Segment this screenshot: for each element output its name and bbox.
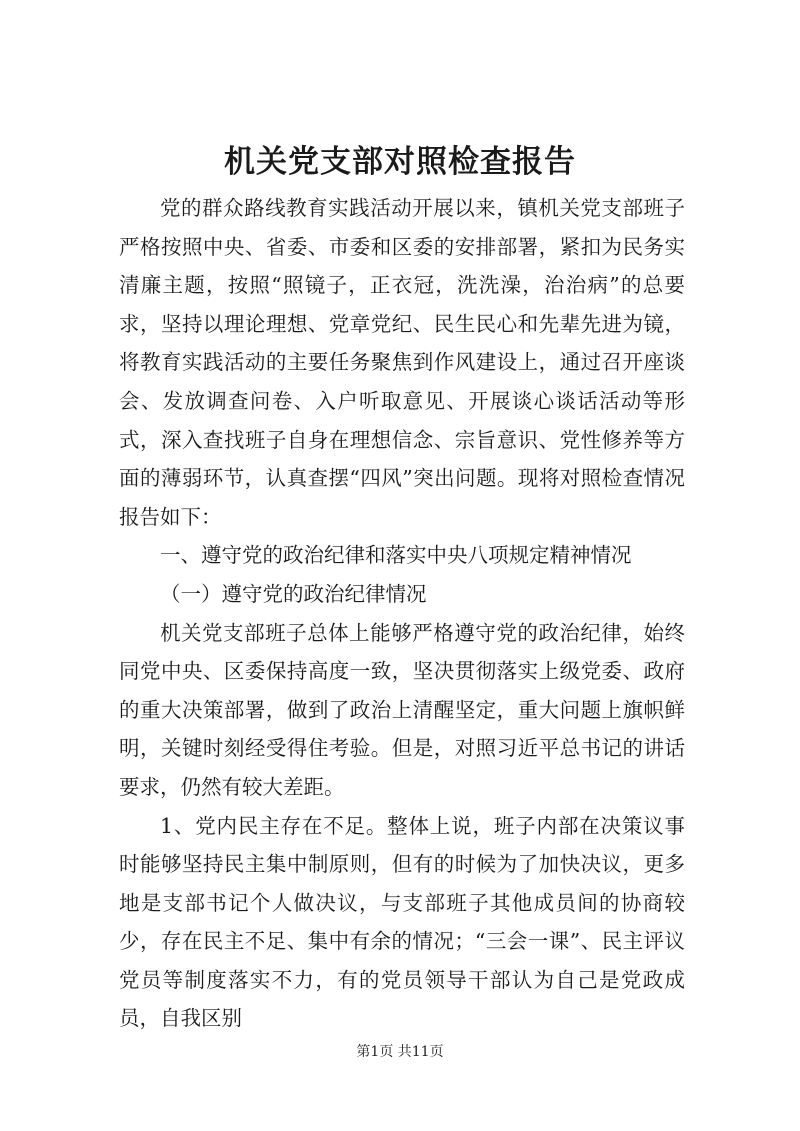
body-paragraph: 机关党支部班子总体上能够严格遵守党的政治纪律，始终同党中央、区委保持高度一致，坚决贯彻落实上级党委、政府的重大决策部署，做到了政治上清醒坚定，重大问题上旗帜鲜明，关键时刻经受得住考验。但是，对照习近平总书记的讲话要求，仍然有较大差距。 [119,620,685,799]
page-number: 第1页 共11页 [356,1044,444,1060]
document-body [119,189,685,1038]
document-title: 机关党支部对照检查报告 [224,144,576,180]
body-paragraph: 1、党内民主存在不足。整体上说，班子内部在决策议事时能够坚持民主集中制原则，但有的时候为了加快决议，更多地是支部书记个人做决议，与支部班子其他成员间的协商较少，存在民主不足、集中有余的情况；“三会一课”、民主评议党员等制度落实不力，有的党员领导干部认为自己是党政成员，自我区别 [119,813,685,1031]
section-heading: 一、遵守党的政治纪律和落实中央八项规定精神情况 [160,543,632,568]
intro-paragraph: 党的群众路线教育实践活动开展以来，镇机关党支部班子严格按照中央、省委、市委和区委的安排部署，紧扣为民务实清廉主题，按照“照镜子，正衣冠，洗洗澡，治治病”的总要求，坚持以理论理想、党章党纪、民生民心和先辈先进为镜，将教育实践活动的主要任务聚焦到作风建设上，通过召开座谈会、发放调查问卷、入户听取意见、开展谈心谈话活动等形式，深入查找班子自身在理想信念、宗旨意识、党性修养等方面的薄弱环节，认真查摆“四风”突出问题。现将对照检查情况报告如下： [119,196,685,529]
subsection-heading: （一）遵守党的政治纪律情况 [160,581,427,606]
